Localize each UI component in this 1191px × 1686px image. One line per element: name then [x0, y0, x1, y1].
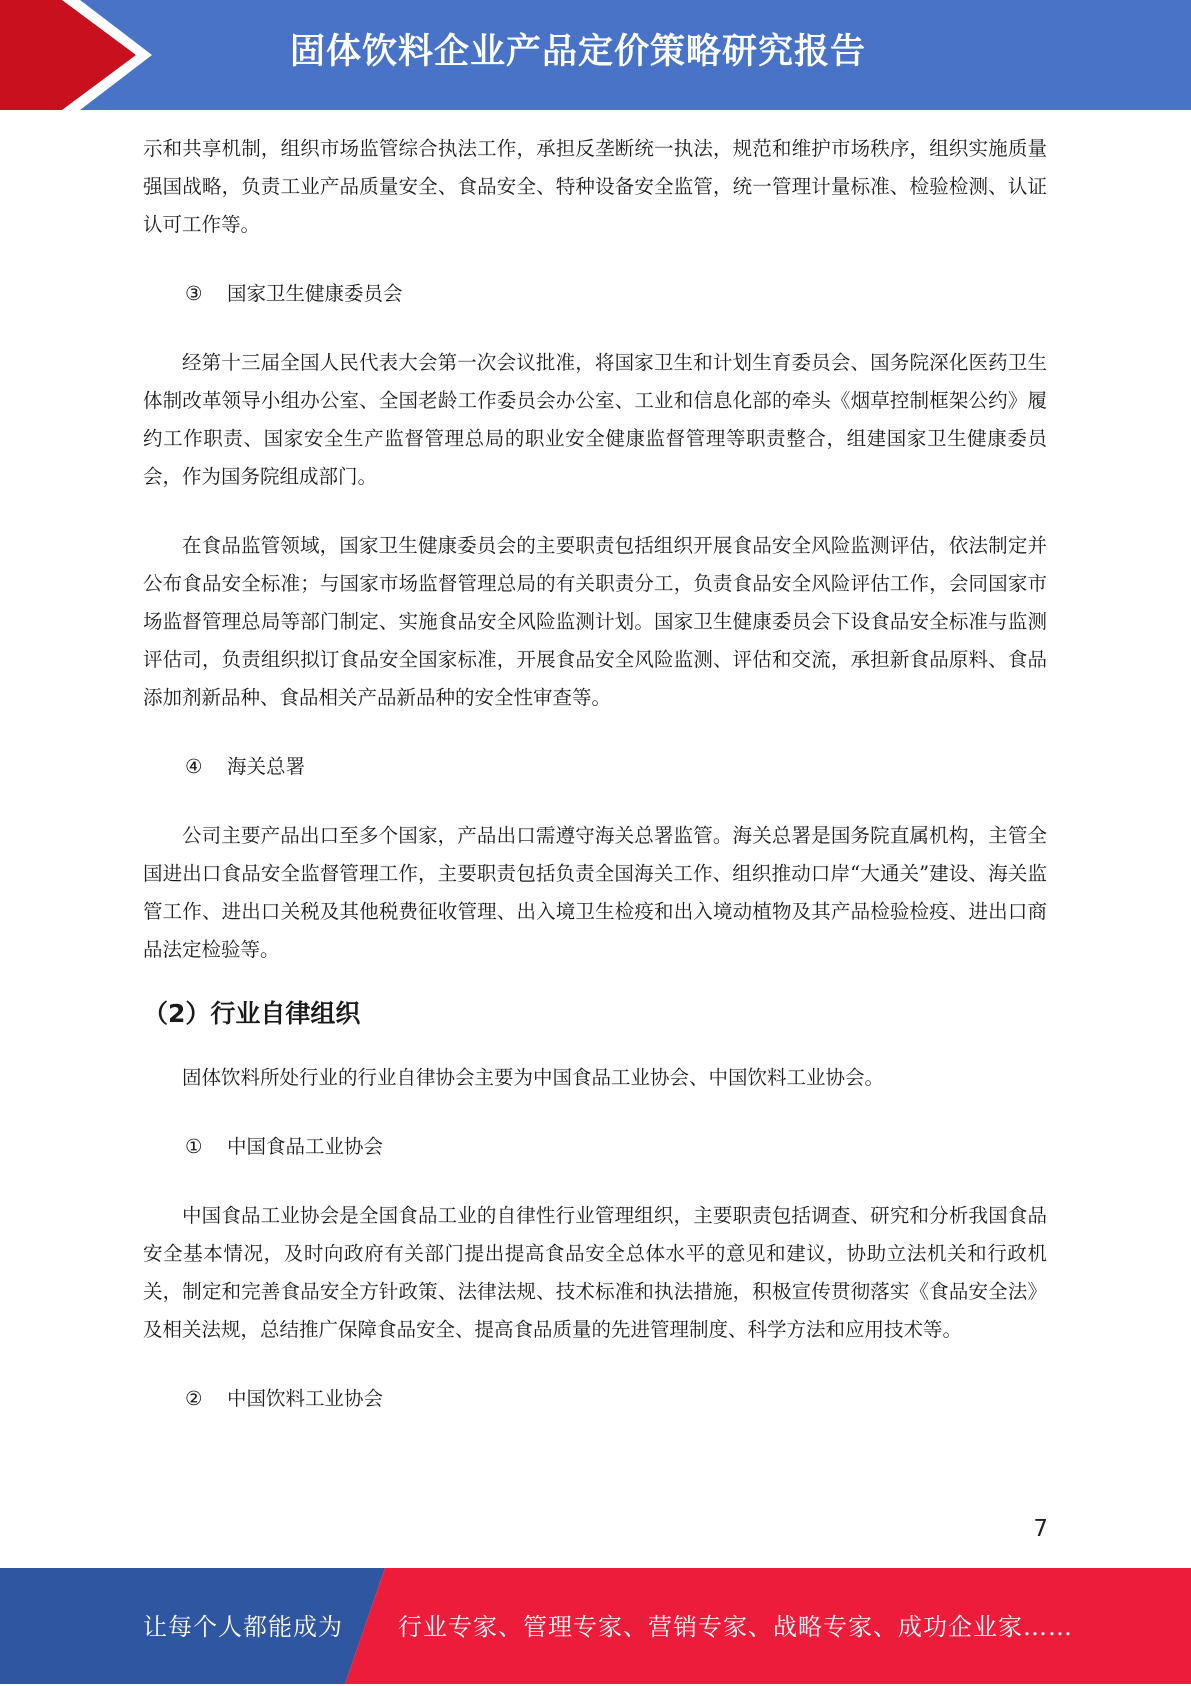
page-number: 7	[1033, 1516, 1048, 1542]
list-item-customs	[143, 748, 1047, 786]
list-item-food-association	[143, 1128, 1047, 1166]
document-title: 固体饮料企业产品定价策略研究报告	[290, 32, 867, 72]
footer-slogan-right: 行业专家、管理专家、营销专家、战略专家、成功企业家……	[398, 1613, 1073, 1641]
item-number: ①	[185, 1135, 203, 1158]
item-number: ④	[185, 755, 203, 778]
item-number: ②	[185, 1387, 203, 1410]
item-number: ③	[185, 282, 203, 305]
list-item-health-commission	[143, 275, 1047, 313]
paragraph-health-commission-formation: 经第十三届全国人民代表大会第一次会议批准，将国家卫生和计划生育委员会、国务院深化医药卫生体制改革领导小组办公室、全国老龄工作委员会办公室、工业和信息化部的牵头《烟草控制框架公约》履约工作职责、国家安全生产监督管理总局的职业安全健康监督管理等职责整合，组建国家卫生健康委员会，作为国务院组成部门。	[143, 351, 1047, 488]
footer-slogan-left: 让每个人都能成为	[143, 1613, 343, 1641]
item-label: 国家卫生健康委员会	[227, 282, 403, 305]
main-content	[143, 130, 1047, 1418]
item-label: 中国食品工业协会	[227, 1135, 384, 1158]
section-heading-self-regulation: （2）行业自律组织	[143, 999, 361, 1028]
paragraph-food-association: 中国食品工业协会是全国食品工业的自律性行业管理组织，主要职责包括调查、研究和分析我国食品安全基本情况，及时向政府有关部门提出提高食品安全总体水平的意见和建议，协助立法机关和行政机关，制定和完善食品安全方针政策、法律法规、技术标准和执法措施，积极宣传贯彻落实《食品安全法》及相关法规，总结推广保障食品安全、提高食品质量的先进管理制度、科学方法和应用技术等。	[143, 1204, 1047, 1341]
paragraph-market-supervision: 示和共享机制，组织市场监管综合执法工作，承担反垄断统一执法，规范和维护市场秩序，组织实施质量强国战略，负责工业产品质量安全、食品安全、特种设备安全监管，统一管理计量标准、检验检测、认证认可工作等。	[143, 137, 1047, 236]
item-label: 中国饮料工业协会	[227, 1387, 384, 1410]
page-header	[0, 0, 1191, 110]
page-footer	[0, 1568, 1191, 1684]
paragraph-customs: 公司主要产品出口至多个国家，产品出口需遵守海关总署监管。海关总署是国务院直属机构，主管全国进出口食品安全监督管理工作，主要职责包括负责全国海关工作、组织推动口岸“大通关”建设、海关监管工作、进出口关税及其他税费征收管理、出入境卫生检疫和出入境动植物及其产品检验检疫、进出口商品法定检验等。	[143, 824, 1047, 961]
paragraph-associations: 固体饮料所处行业的行业自律协会主要为中国食品工业协会、中国饮料工业协会。	[182, 1066, 885, 1089]
item-label: 海关总署	[227, 755, 306, 778]
list-item-beverage-association	[143, 1380, 1047, 1418]
paragraph-food-supervision: 在食品监管领域，国家卫生健康委员会的主要职责包括组织开展食品安全风险监测评估，依法制定并公布食品安全标准；与国家市场监督管理总局的有关职责分工，负责食品安全风险评估工作，会同国家市场监督管理总局等部门制定、实施食品安全风险监测计划。国家卫生健康委员会下设食品安全标准与监测评估司，负责组织拟订食品安全国家标准，开展食品安全风险监测、评估和交流，承担新食品原料、食品添加剂新品种、食品相关产品新品种的安全性审查等。	[143, 534, 1047, 709]
